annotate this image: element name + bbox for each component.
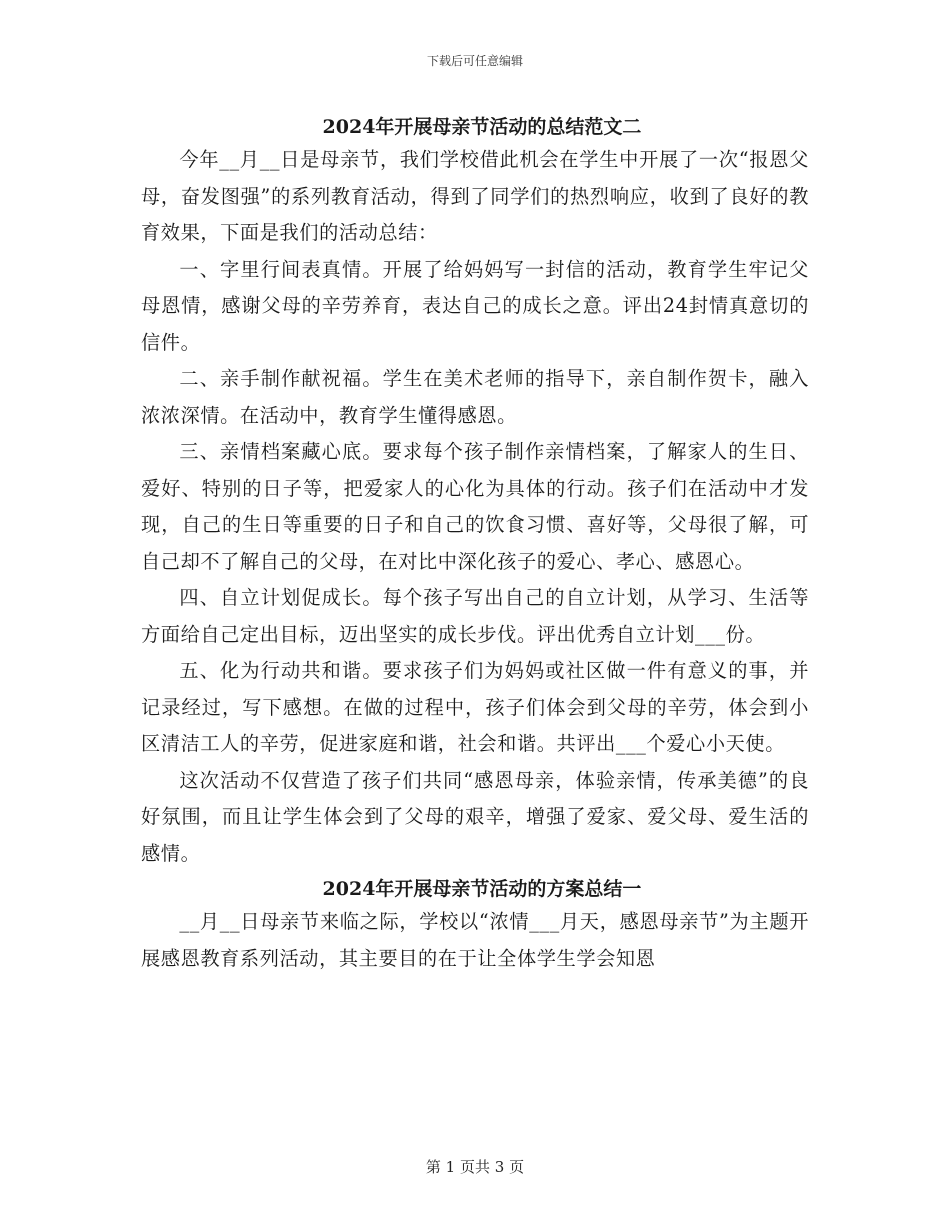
paragraph: 四、自立计划促成长。每个孩子写出自己的自立计划，从学习、生活等方面给自己定出目标，迈出坚实的成长步伐。评出优秀自立计划___份。 [141, 586, 809, 646]
paragraph: 五、化为行动共和谐。要求孩子们为妈妈或社区做一件有意义的事，并记录经过，写下感想。在做的过程中，孩子们体会到父母的辛劳，体会到小区清洁工人的辛劳，促进家庭和谐，社会和谐。共评出___个爱心小天使。 [141, 659, 809, 755]
section-title: 2024年开展母亲节活动的总结范文二 [322, 116, 642, 138]
paragraph: 二、亲手制作献祝福。学生在美术老师的指导下，亲自制作贺卡，融入浓浓深情。在活动中，教育学生懂得感恩。 [141, 367, 809, 427]
paragraph: 这次活动不仅营造了孩子们共同“感恩母亲，体验亲情，传承美德”的良好氛围，而且让学生体会到了父母的艰辛，增强了爱家、爱父母、爱生活的感情。 [141, 768, 809, 865]
section-title: 2024年开展母亲节活动的方案总结一 [322, 878, 642, 900]
paragraph: 今年__月__日是母亲节，我们学校借此机会在学生中开展了一次“报恩父母，奋发图强”的系列教育活动，得到了同学们的热烈响应，收到了良好的教育效果，下面是我们的活动总结： [141, 148, 809, 244]
document-body [141, 112, 809, 977]
paragraph: 三、亲情档案藏心底。要求每个孩子制作亲情档案，了解家人的生日、爱好、特别的日子等，把爱家人的心化为具体的行动。孩子们在活动中才发现，自己的生日等重要的日子和自己的饮食习惯、喜好等，父母很了解，可自己却不了解自己的父母，在对比中深化孩子的爱心、孝心、感恩心。 [141, 440, 809, 573]
paragraph: 一、字里行间表真情。开展了给妈妈写一封信的活动，教育学生牢记父母恩情，感谢父母的辛劳养育，表达自己的成长之意。评出24封情真意切的信件。 [141, 257, 809, 354]
paragraph: __月__日母亲节来临之际，学校以“浓情___月天，感恩母亲节”为主题开展感恩教育系列活动，其主要目的在于让全体学生学会知恩 [141, 910, 809, 970]
header-note: 下载后可任意编辑 [426, 54, 523, 68]
page-number: 第 1 页共 3 页 [425, 1158, 525, 1176]
